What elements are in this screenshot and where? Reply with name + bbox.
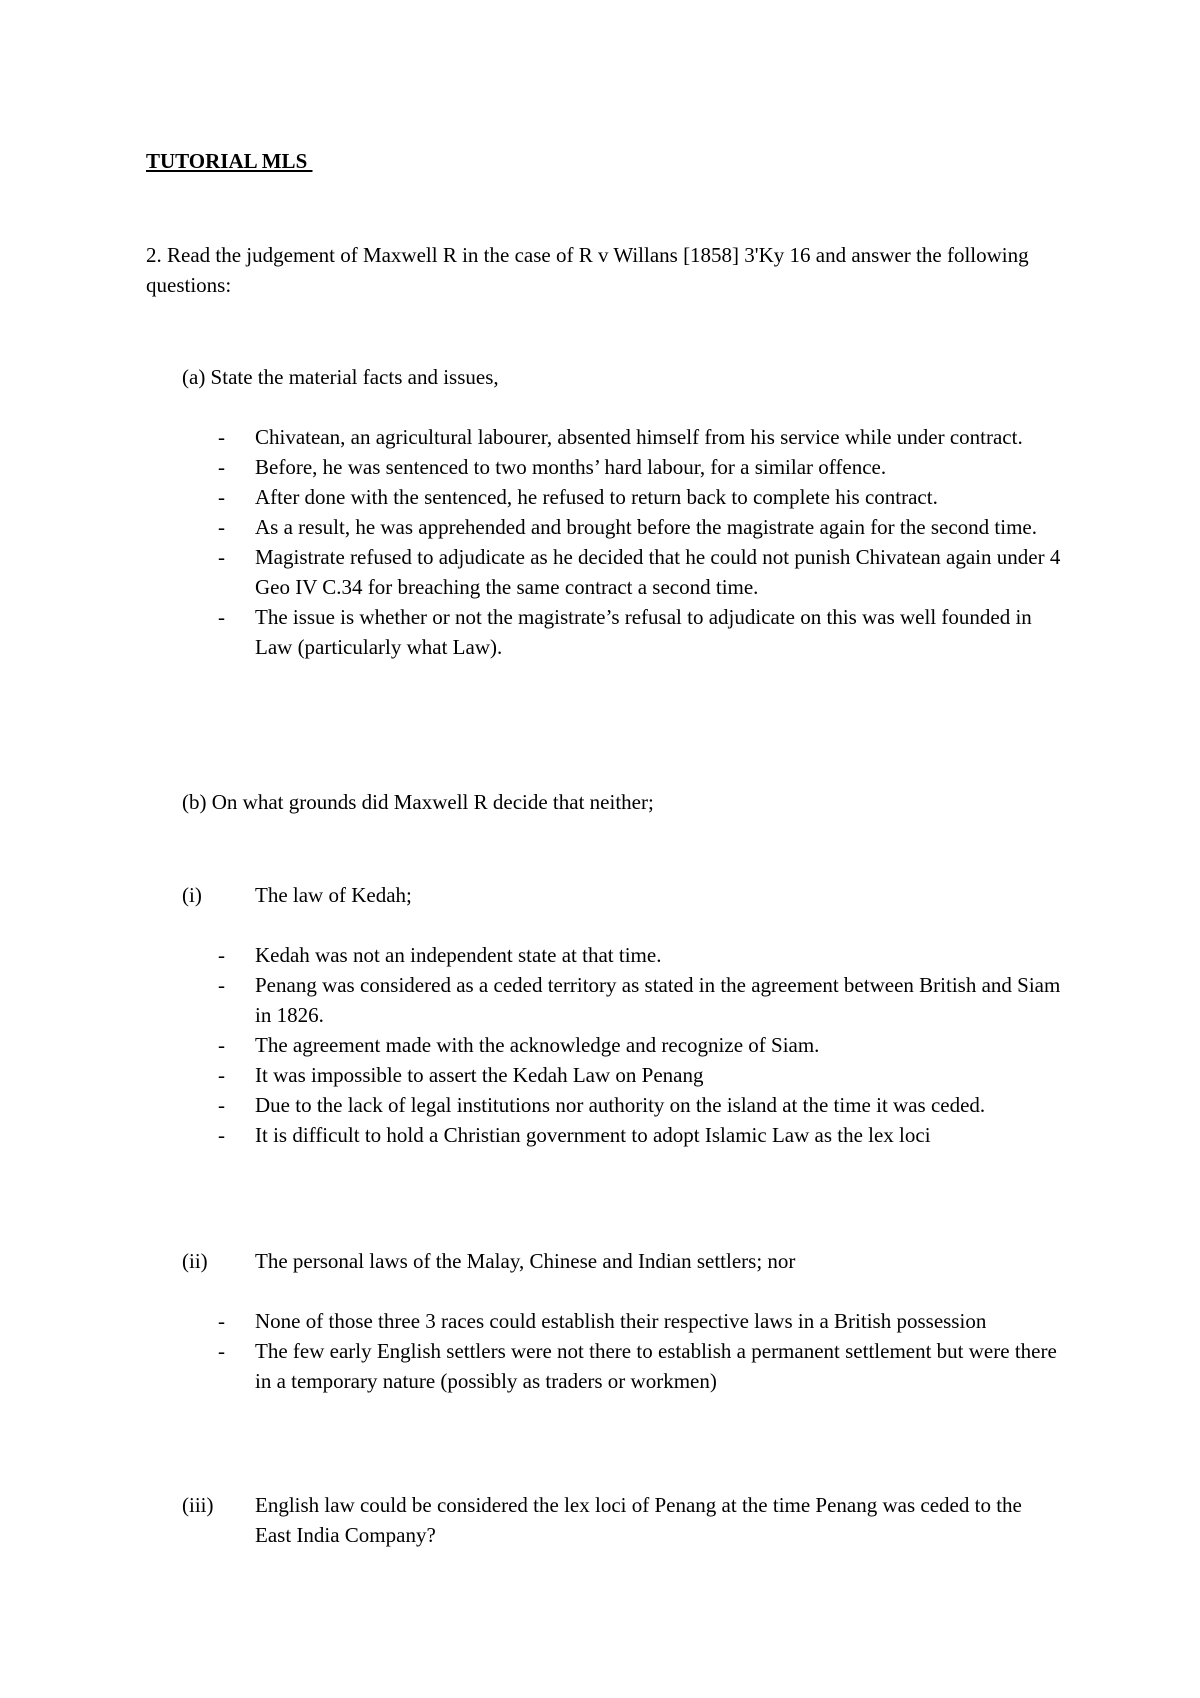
dash-marker: - — [218, 455, 225, 479]
sub-question-number: (i) — [182, 883, 202, 907]
part-b-heading: (b) On what grounds did Maxwell R decide that neither; — [182, 790, 654, 814]
bullet-text: As a result, he was apprehended and brought before the magistrate again for the second time. — [255, 515, 1037, 539]
list-item — [218, 602, 1068, 662]
bullet-text: After done with the sentenced, he refused to return back to complete his contract. — [255, 485, 938, 509]
dash-marker: - — [218, 425, 225, 449]
bullet-text: Before, he was sentenced to two months’ hard labour, for a similar offence. — [255, 455, 887, 479]
dash-marker: - — [218, 973, 225, 997]
part-b-i-bullet-list — [218, 940, 1068, 1150]
list-item — [218, 970, 1068, 1030]
list-item — [218, 940, 1068, 970]
dash-marker: - — [218, 943, 225, 967]
bullet-text: Kedah was not an independent state at that time. — [255, 943, 662, 967]
dash-marker: - — [218, 1309, 225, 1333]
sub-question-text: English law could be considered the lex loci of Penang at the time Penang was ceded to the East India Company? — [255, 1493, 1022, 1547]
dash-marker: - — [218, 545, 225, 569]
dash-marker: - — [218, 485, 225, 509]
list-item — [218, 542, 1068, 602]
bullet-text: Due to the lack of legal institutions nor authority on the island at the time it was ceded. — [255, 1093, 986, 1117]
list-item — [218, 422, 1068, 452]
list-item — [218, 1120, 1068, 1150]
dash-marker: - — [218, 1339, 225, 1363]
list-item — [218, 482, 1068, 512]
dash-marker: - — [218, 1033, 225, 1057]
sub-question-text: The personal laws of the Malay, Chinese and Indian settlers; nor — [255, 1249, 796, 1273]
dash-marker: - — [218, 605, 225, 629]
bullet-text: Magistrate refused to adjudicate as he decided that he could not punish Chivatean again under 4 Geo IV C.34 for breaching the same contract a second time. — [255, 545, 1061, 599]
bullet-text: It was impossible to assert the Kedah Law on Penang — [255, 1063, 704, 1087]
dash-marker: - — [218, 1093, 225, 1117]
dash-marker: - — [218, 515, 225, 539]
sub-question-number: (ii) — [182, 1249, 208, 1273]
list-item — [218, 1336, 1068, 1396]
list-item — [218, 1030, 1068, 1060]
dash-marker: - — [218, 1063, 225, 1087]
bullet-text: The agreement made with the acknowledge and recognize of Siam. — [255, 1033, 820, 1057]
list-item — [218, 1090, 1068, 1120]
question-text: 2. Read the judgement of Maxwell R in the case of R v Willans [1858] 3'Ky 16 and answer the following questions: — [146, 243, 1029, 297]
part-b-ii-bullet-list — [218, 1306, 1068, 1396]
list-item — [218, 1306, 1068, 1336]
sub-question-number: (iii) — [182, 1493, 214, 1517]
bullet-text: The few early English settlers were not there to establish a permanent settlement but were there in a temporary nature (possibly as traders or workmen) — [255, 1339, 1057, 1393]
bullet-text: Penang was considered as a ceded territory as stated in the agreement between British and Siam in 1826. — [255, 973, 1061, 1027]
document-title: TUTORIAL MLS — [146, 149, 313, 173]
part-a-heading: (a) State the material facts and issues, — [182, 365, 499, 389]
bullet-text: Chivatean, an agricultural labourer, absented himself from his service while under contract. — [255, 425, 1023, 449]
list-item — [218, 1060, 1068, 1090]
list-item — [218, 512, 1068, 542]
bullet-text: None of those three 3 races could establish their respective laws in a British possession — [255, 1309, 987, 1333]
dash-marker: - — [218, 1123, 225, 1147]
sub-question-text: The law of Kedah; — [255, 883, 412, 907]
bullet-text: It is difficult to hold a Christian government to adopt Islamic Law as the lex loci — [255, 1123, 931, 1147]
bullet-text: The issue is whether or not the magistrate’s refusal to adjudicate on this was well founded in Law (particularly what Law). — [255, 605, 1032, 659]
part-a-bullet-list — [218, 422, 1068, 662]
list-item — [218, 452, 1068, 482]
